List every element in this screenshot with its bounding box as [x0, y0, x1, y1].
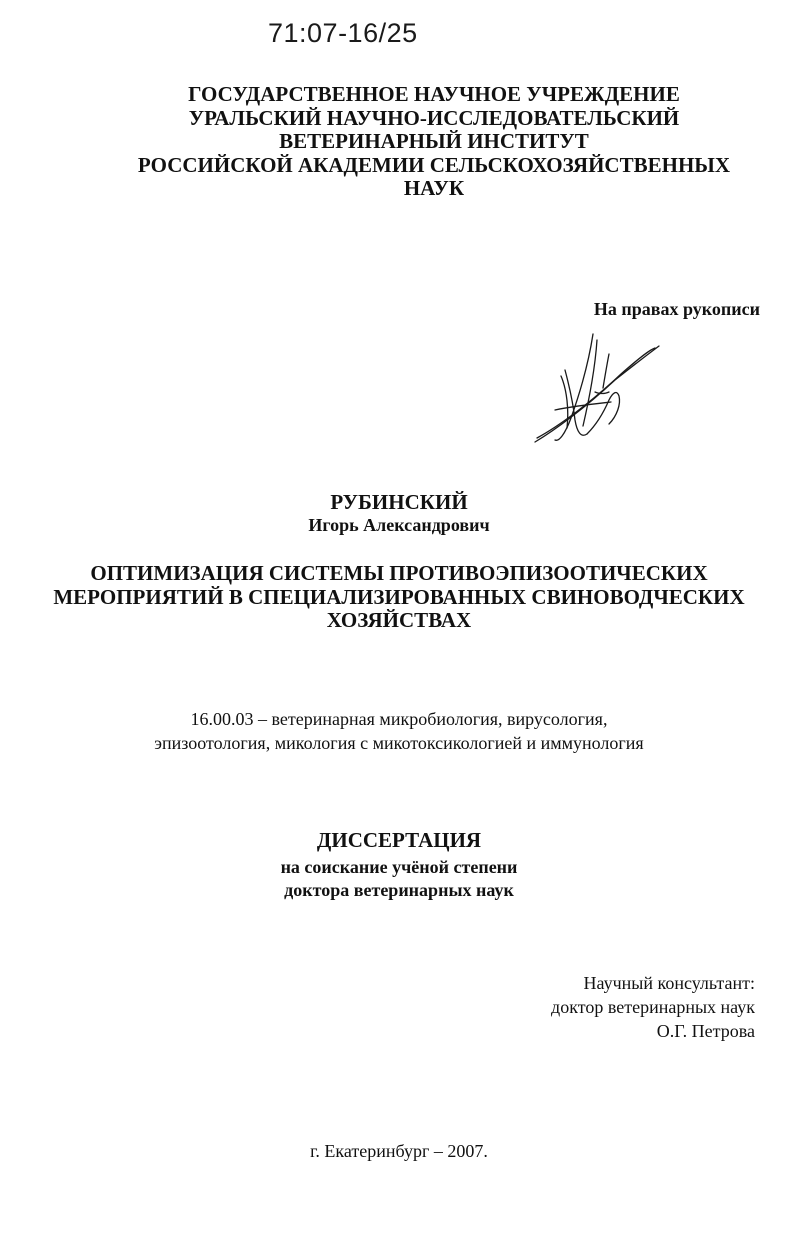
author-given-names: Игорь Александрович — [308, 515, 490, 535]
author-surname: РУБИНСКИЙ — [330, 490, 468, 514]
scientific-consultant — [551, 971, 755, 1043]
place-and-year: г. Екатеринбург – 2007. — [310, 1141, 488, 1161]
title-line: ОПТИМИЗАЦИЯ СИСТЕМЫ ПРОТИВОЭПИЗООТИЧЕСКИХ — [90, 561, 708, 585]
degree-line: доктора ветеринарных наук — [284, 880, 514, 900]
institution-line: НАУК — [403, 176, 465, 200]
institution-line: РОССИЙСКОЙ АКАДЕМИИ СЕЛЬСКОХОЗЯЙСТВЕННЫХ — [137, 152, 731, 177]
title-line: ХОЗЯЙСТВАХ — [326, 608, 472, 632]
signature-icon — [525, 330, 665, 450]
consultant-degree: доктор ветеринарных наук — [551, 997, 755, 1017]
institution-line: ВЕТЕРИНАРНЫЙ ИНСТИТУТ — [279, 129, 589, 153]
specialty-line: эпизоотология, микология с микотоксикологией и иммунология — [154, 733, 644, 753]
dissertation-title — [0, 562, 798, 633]
degree-line: на соискание учёной степени — [280, 857, 518, 877]
institution-header — [60, 83, 798, 201]
title-line: МЕРОПРИЯТИЙ В СПЕЦИАЛИЗИРОВАННЫХ СВИНОВОДЧЕСКИХ — [53, 584, 745, 609]
institution-line: ГОСУДАРСТВЕННОЕ НАУЧНОЕ УЧРЕЖДЕНИЕ — [188, 82, 680, 106]
institution-line: УРАЛЬСКИЙ НАУЧНО-ИССЛЕДОВАТЕЛЬСКИЙ — [188, 105, 680, 130]
degree-statement — [0, 856, 798, 902]
catalog-number: 71:07-16/25 — [268, 18, 418, 48]
consultant-name: О.Г. Петрова — [656, 1021, 755, 1041]
specialty-code — [0, 707, 798, 755]
consultant-role: Научный консультант: — [583, 973, 755, 993]
specialty-line: 16.00.03 – ветеринарная микробиология, вирусология, — [190, 709, 608, 729]
manuscript-rights-note: На правах рукописи — [593, 299, 760, 319]
work-type-label: ДИССЕРТАЦИЯ — [316, 828, 482, 852]
